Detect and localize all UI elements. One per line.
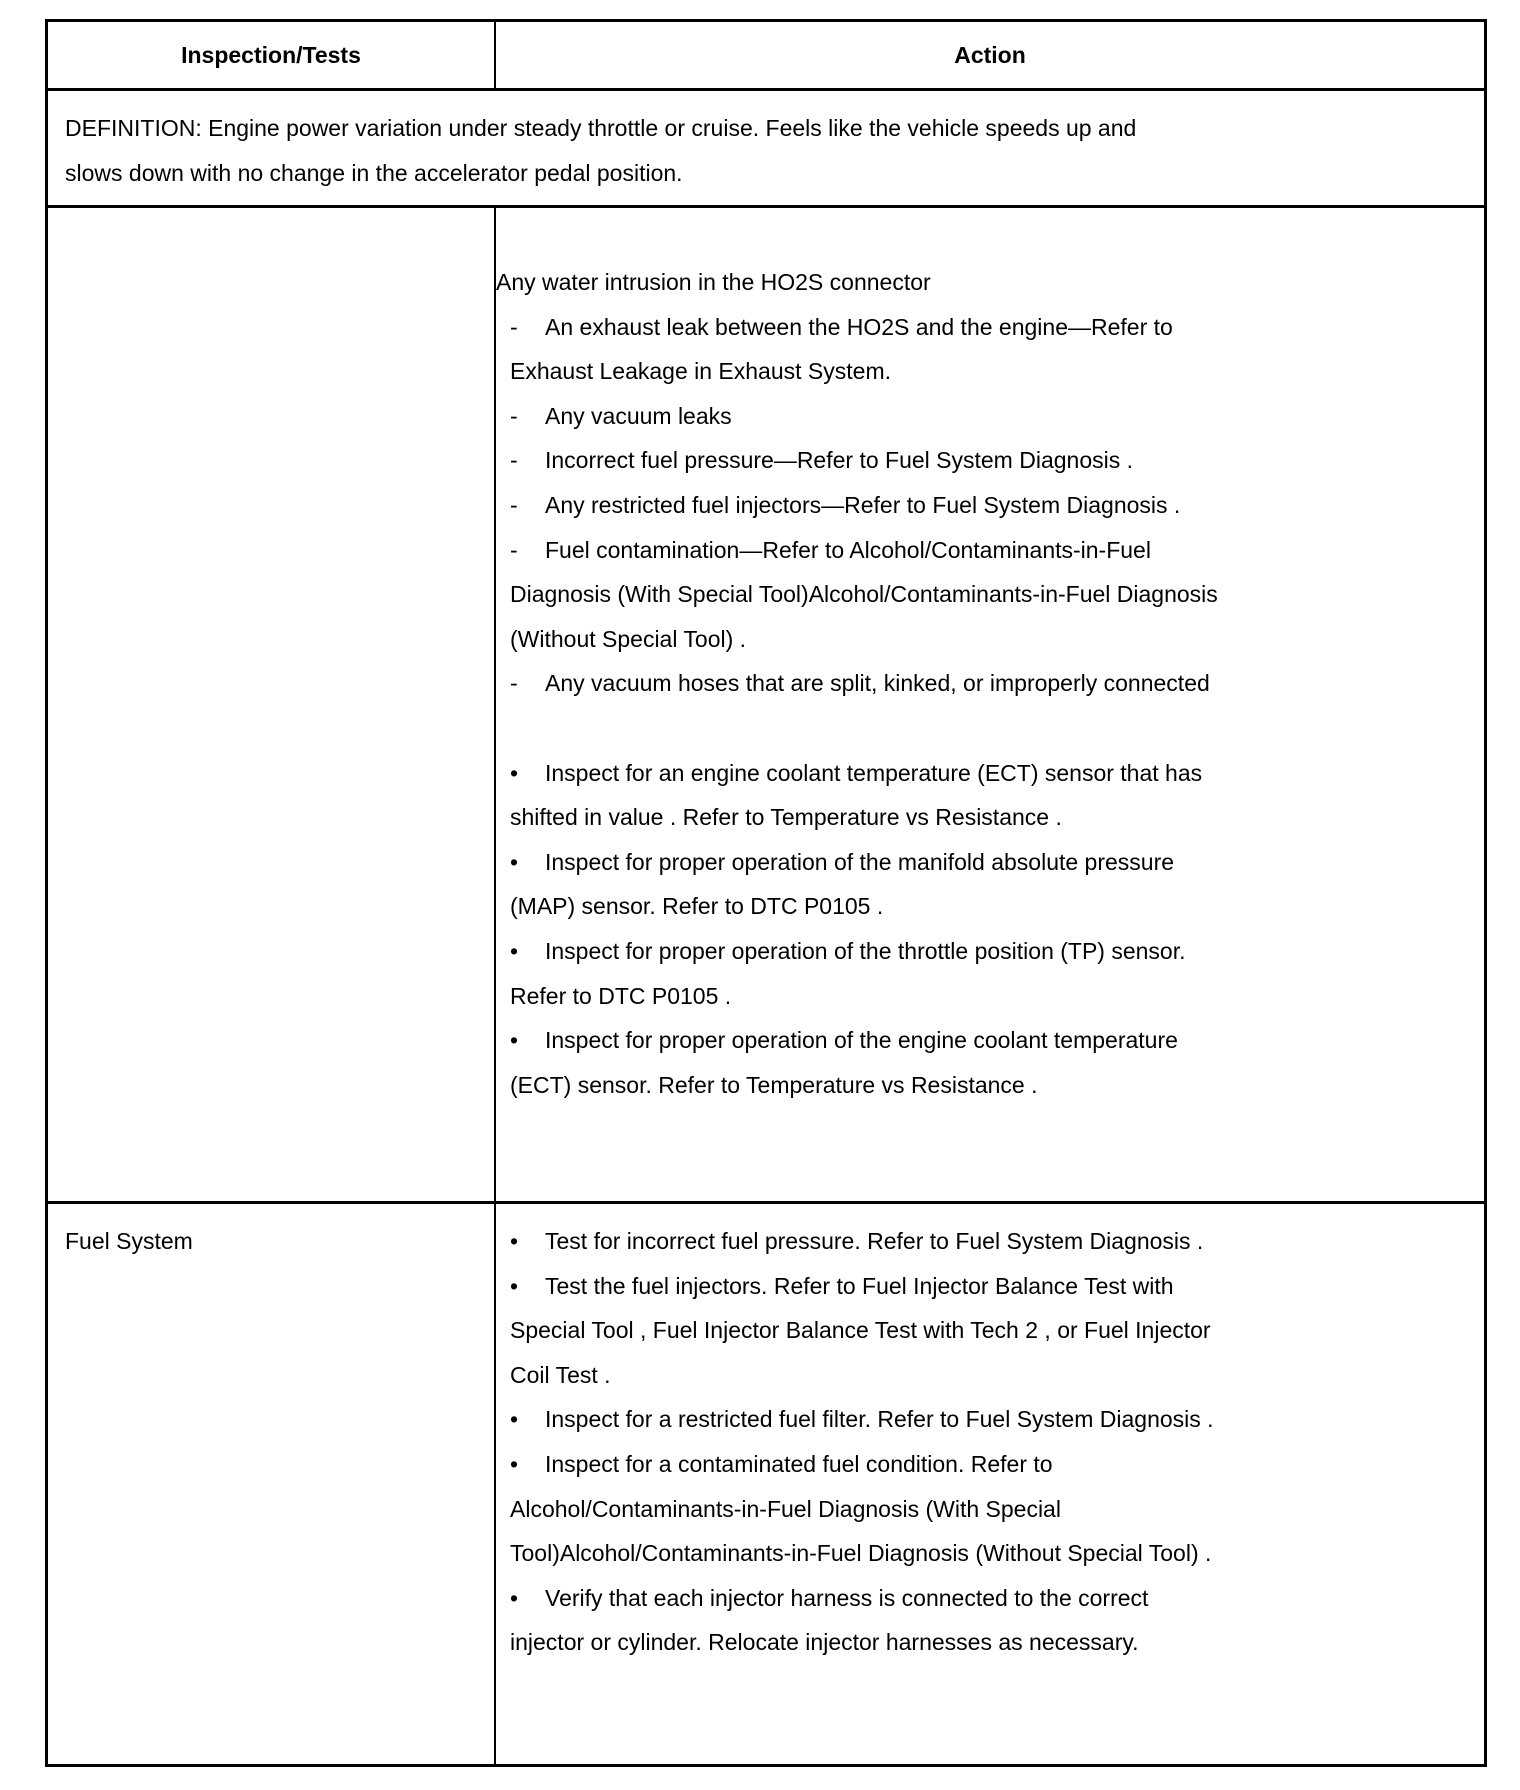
action-text: Test the fuel injectors. Refer to Fuel Injector Balance Test with [545,1272,1174,1299]
action-text: Inspect for a restricted fuel filter. Refer to Fuel System Diagnosis . [545,1406,1214,1433]
action-line [496,349,1484,394]
dash-marker: - [510,402,518,429]
action-line [496,1487,1484,1532]
action-line [496,1442,1484,1487]
action-text: Inspect for a contaminated fuel condition. Refer to [545,1450,1053,1477]
action-text: An exhaust leak between the HO2S and the engine—Refer to [545,313,1173,340]
action-line [496,1576,1484,1621]
action-line [496,528,1484,573]
action-line [496,1063,1484,1108]
action-text: Special Tool , Fuel Injector Balance Test with Tech 2 , or Fuel Injector [510,1317,1211,1344]
action-text: Inspect for proper operation of the engine coolant temperature [545,1027,1178,1054]
action-text: Fuel contamination—Refer to Alcohol/Contaminants-in-Fuel [545,536,1151,563]
dash-marker: - [510,313,518,340]
action-line [496,929,1484,974]
table-row [48,1201,1484,1764]
action-text: (ECT) sensor. Refer to Temperature vs Resistance . [510,1071,1038,1098]
action-line [496,1397,1484,1442]
action-line [496,974,1484,1019]
bullet-icon: • [510,1228,519,1254]
bullet-icon: • [510,1450,519,1477]
action-text: Inspect for proper operation of the throttle position (TP) sensor. [545,937,1186,964]
action-text: Inspect for proper operation of the manifold absolute pressure [545,848,1175,875]
action-text: Coil Test . [510,1361,611,1388]
bullet-icon: • [510,1406,519,1433]
action-line [496,840,1484,885]
action-cell [496,208,1484,1201]
action-line [496,661,1484,706]
diagnosis-table [45,19,1487,1767]
action-text: Diagnosis (With Special Tool)Alcohol/Contaminants-in-Fuel Diagnosis [510,581,1218,608]
action-line [496,751,1484,796]
action-line [496,706,1484,751]
action-text: injector or cylinder. Relocate injector harnesses as necessary. [510,1629,1139,1656]
action-cell [496,1204,1484,1764]
action-line [496,438,1484,483]
action-line [496,1308,1484,1353]
action-text: Tool)Alcohol/Contaminants-in-Fuel Diagnosis (Without Special Tool) . [510,1540,1212,1567]
table-row [48,205,1484,1201]
action-text: Any vacuum hoses that are split, kinked, or improperly connected [545,670,1210,697]
action-line [496,795,1484,840]
action-text: Any water intrusion in the HO2S connector [496,269,931,295]
action-line [496,884,1484,929]
action-line [496,1531,1484,1576]
header-inspection-tests: Inspection/Tests [48,22,496,88]
action-text: Incorrect fuel pressure—Refer to Fuel System Diagnosis . [545,447,1134,474]
inspection-cell [48,208,496,1201]
bullet-icon: • [510,1584,519,1611]
action-line [496,1219,1484,1264]
action-text: Verify that each injector harness is connected to the correct [545,1584,1149,1611]
bullet-icon: • [510,937,519,964]
action-line [496,1264,1484,1309]
action-text: (MAP) sensor. Refer to DTC P0105 . [510,893,884,920]
action-line [496,305,1484,350]
action-text: Any restricted fuel injectors—Refer to Fuel System Diagnosis . [545,491,1181,518]
action-line [496,1353,1484,1398]
action-text: (Without Special Tool) . [510,625,747,652]
bullet-icon: • [510,1272,519,1299]
action-line [496,260,1484,305]
action-text: Refer to DTC P0105 . [510,982,732,1009]
dash-marker: - [510,447,518,474]
action-line [496,394,1484,439]
action-line [496,483,1484,528]
action-text: Alcohol/Contaminants-in-Fuel Diagnosis (With Special [510,1495,1061,1522]
definition-line: slows down with no change in the accelerator pedal position. [65,159,683,186]
action-text: Exhaust Leakage in Exhaust System. [510,358,891,385]
action-text: Any vacuum leaks [545,402,732,429]
action-line [496,572,1484,617]
header-row [48,22,1484,88]
action-line [496,617,1484,662]
bullet-icon: • [510,759,519,786]
bullet-icon: • [510,848,519,875]
action-text: Test for incorrect fuel pressure. Refer to Fuel System Diagnosis . [545,1228,1204,1254]
action-line [496,1620,1484,1665]
action-text: Inspect for an engine coolant temperature (ECT) sensor that has [545,759,1203,786]
bullet-icon: • [510,1027,519,1054]
definition-line: DEFINITION: Engine power variation under steady throttle or cruise. Feels like the vehicle speeds up and [65,115,1137,141]
dash-marker: - [510,536,518,563]
inspection-cell: Fuel System [48,1204,496,1764]
header-action: Action [954,41,1026,68]
action-line [496,1018,1484,1063]
dash-marker: - [510,491,518,518]
action-text: shifted in value . Refer to Temperature vs Resistance . [510,804,1062,831]
dash-marker: - [510,670,518,697]
definition-row [48,88,1484,205]
